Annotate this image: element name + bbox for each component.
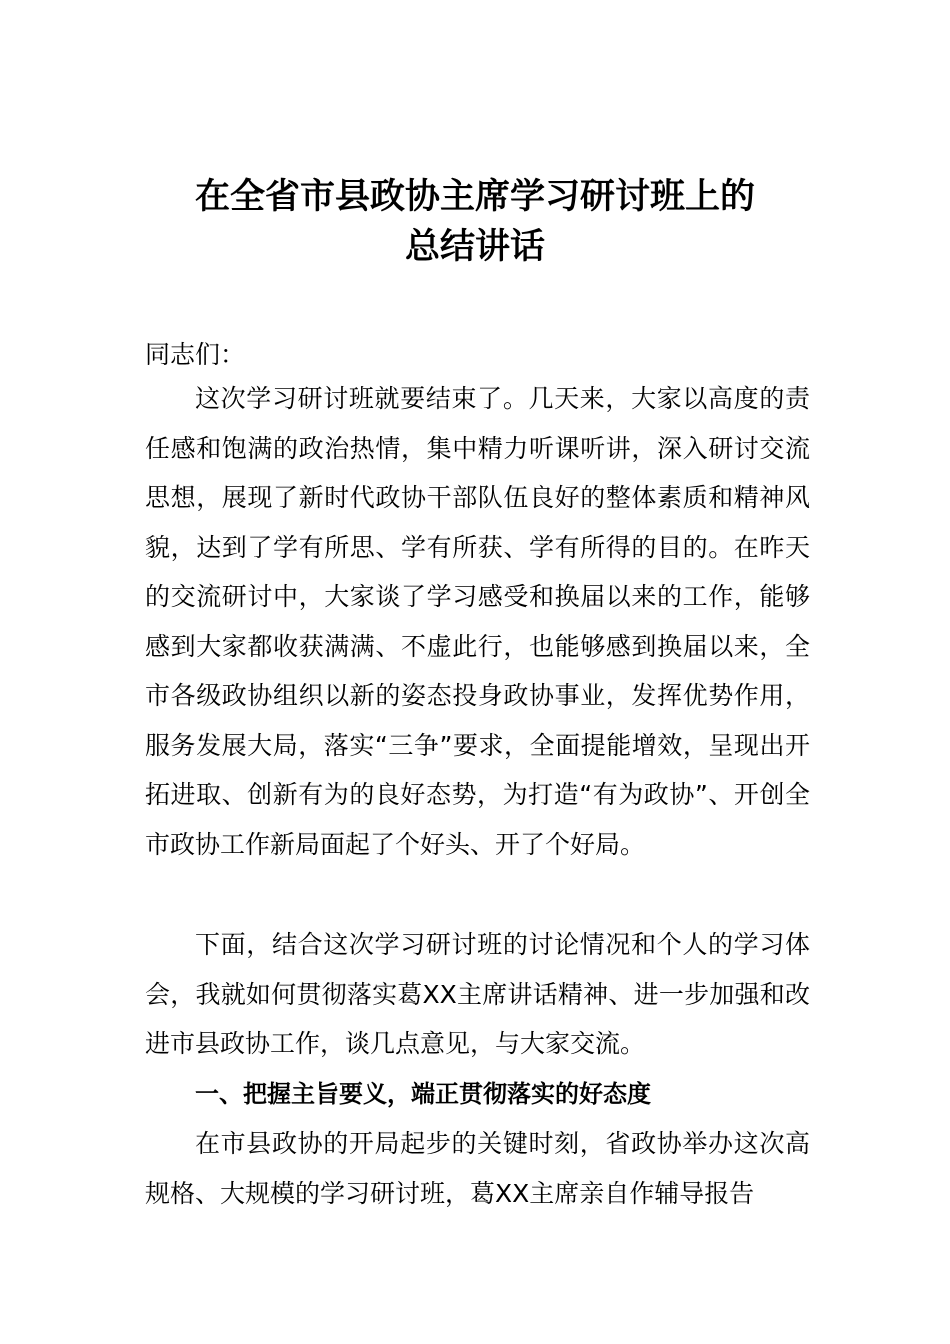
paragraph-1: 这次学习研讨班就要结束了。几天来，大家以高度的责任感和饱满的政治热情，集中精力听课听讲，深入研讨交流思想，展现了新时代政协干部队伍良好的整体素质和精神风貌，达到了学有所思、学有所获、学有所得的目的。在昨天的交流研讨中，大家谈了学习感受和换届以来的工作，能够感到大家都收获满满、不虚此行，也能够感到换届以来，全市各级政协组织以新的姿态投身政协事业，发挥优势作用，服务发展大局，落实“三争”要求，全面提能增效，呈现出开拓进取、创新有为的良好态势，为打造“有为政协”、开创全市政协工作新局面起了个好头、开了个好局。 (145, 384, 810, 859)
paragraph-3: 在市县政协的开局起步的关键时刻，省政协举办这次高规格、大规模的学习研讨班，葛XX主席亲自作辅导报告 (145, 1129, 810, 1208)
salutation: 同志们： (145, 340, 246, 369)
paragraph-2: 下面，结合这次学习研讨班的讨论情况和个人的学习体会，我就如何贯彻落实葛XX主席讲话精神、进一步加强和改进市县政协工作，谈几点意见，与大家交流。 (145, 930, 810, 1058)
document-title-line-1: 在全省市县政协主席学习研讨班上的 (194, 176, 755, 217)
document-title-line-2: 总结讲话 (404, 226, 545, 267)
section-heading-1: 一、把握主旨要义，端正贯彻落实的好态度 (195, 1080, 651, 1108)
